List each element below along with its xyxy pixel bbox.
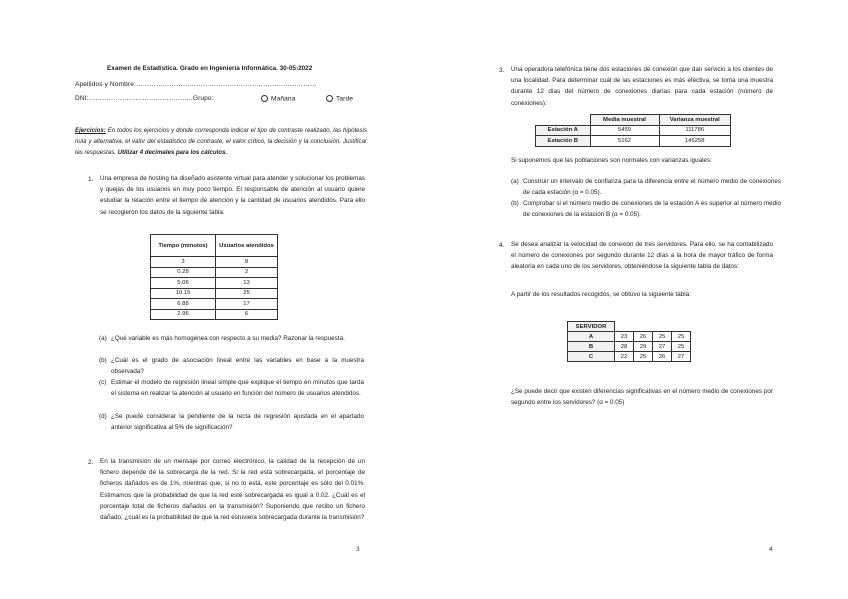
ex4-text: Se desea analizar la velocidad de conexión de tres servidores. Para ello, se ha contabilizado el número de conexiones por segundo durante 12 días a la hora de mayor tráfico de forma aleatoria en cada uno de los servidores, obteniéndose la siguiente tabla de datos: — [511, 241, 773, 271]
table-cell: 27 — [653, 342, 672, 352]
ex4-row-label-c: C — [568, 352, 615, 362]
ex4-row-label-a: A — [568, 332, 615, 342]
table-cell — [536, 115, 591, 126]
group-morning-label: Mañana — [271, 95, 296, 103]
ex3-q-b: Comprobar si el número medio de conexiones de la estación A es superior al número medio de conexiones de la estación B (α = 0.05). — [523, 200, 781, 219]
table-cell: 26 — [653, 352, 672, 362]
ex2-text: En la transmisión de un mensaje por correo electrónico, la calidad de la recepción de un fichero depende de la sobrecarga de la red. Si la red está sobrecargada, el porcentaje de ficheros dañados es de 1%, mientras que, si no lo está, este porcentaje es sólo del 0.01%. Estimamos que la probabilidad de que la red esté sobrecargada es igual a 0.02. ¿Cuál es el porcentaje total de ficheros dañados en la transmisión? Suponiendo que recibo un fichero dañado, ¿cuál es la probabilidad de que la red estuviera sobrecargada durante la transmisión? — [100, 458, 365, 522]
instructions — [75, 125, 367, 158]
ex1-table — [150, 234, 278, 320]
table-cell: 25 — [672, 332, 691, 342]
ex3-q-a-label: (a) — [511, 178, 519, 185]
instructions-text: En todos los ejercicios y donde corresponda indicar el tipo de contraste realizado, las hipótesis nula y alternativa, el valor del estadístico de contraste, el valor crítico, la decisión y la conclusión. Justificar las respuestas. — [75, 127, 367, 156]
radio-morning[interactable] — [261, 95, 268, 102]
table-cell: 145258 — [659, 136, 731, 147]
table-cell: 2.96 — [151, 309, 216, 320]
table-cell: 6.88 — [151, 299, 216, 310]
ex3-text: Una operadora telefónica tiene dos estaciones de conexión que dan servicio a los clientes de una localidad. Para determinar cuál de las estaciones es más efectiva, se toma una muestra durante 12 días del número de conexiones diarias para cada estación (número de conexiones): — [511, 66, 773, 107]
ex1-header-users: Usuarios atendidos — [216, 235, 278, 257]
table-cell: 13 — [216, 278, 278, 289]
ex3-number: 3. — [499, 67, 505, 74]
right-page — [424, 0, 848, 599]
page-number-3: 3 — [356, 546, 360, 553]
ex3-table — [535, 114, 731, 147]
table-cell: 23 — [615, 332, 634, 342]
name-line: Apellidos y Nombre:……………………………………………………………………… — [75, 81, 317, 88]
group-afternoon-label: Tarde — [336, 95, 353, 103]
table-cell: 10.15 — [151, 288, 216, 299]
table-cell: 17 — [216, 299, 278, 310]
table-cell: 3 — [151, 257, 216, 268]
ex4-table — [567, 321, 691, 362]
ex1-q-c-label: (c) — [99, 379, 107, 386]
group-morning-option[interactable] — [261, 95, 295, 102]
ex4-row-label-b: B — [568, 342, 615, 352]
table-cell: 5162 — [590, 136, 659, 147]
ex4-number: 4. — [499, 242, 505, 249]
radio-afternoon[interactable] — [326, 95, 333, 102]
ex1-q-d: ¿Se puede considerar la pendiente de la recta de regresión ajustada en el apartado anterior significativa al 5% de significación? — [111, 413, 364, 432]
ex3-row-label-b: Estación B — [536, 136, 591, 147]
table-cell: 6 — [216, 309, 278, 320]
ex1-q-a: ¿Qué variable es más homogénea con respecto a su media? Razonar la respuesta. — [111, 335, 345, 342]
table-cell: 111786 — [659, 125, 731, 136]
ex3-row-label-a: Estación A — [536, 125, 591, 136]
table-cell: 29 — [634, 342, 653, 352]
dni-line — [75, 95, 214, 102]
table-cell: 2 — [216, 267, 278, 278]
ex3-header-mean: Media muestral — [590, 115, 659, 126]
ex4-header-server: SERVIDOR — [568, 322, 615, 332]
ex4-text2: A partir de los resultados recogidos, se obtuvo la siguiente tabla: — [511, 291, 691, 298]
ex1-number: 1. — [88, 176, 94, 183]
ex1-q-b-label: (b) — [99, 357, 107, 364]
page-number-4: 4 — [769, 546, 773, 553]
ex3-assumption: Si suponemos que las poblaciones son normales con varianzas iguales: — [511, 157, 712, 164]
table-cell: 27 — [672, 352, 691, 362]
table-cell: 5459 — [590, 125, 659, 136]
instructions-emphasis: Utilizar 4 decimales para los cálculos. — [117, 149, 228, 156]
table-cell: 25 — [216, 288, 278, 299]
group-afternoon-option[interactable] — [326, 95, 353, 102]
ex3-q-b-label: (b) — [511, 200, 519, 207]
table-cell: 22 — [615, 352, 634, 362]
table-cell: 25 — [672, 342, 691, 352]
dni-label: DNI:………………………………………..Grupo: — [75, 95, 214, 102]
table-cell: 28 — [615, 342, 634, 352]
ex4-header-blank — [615, 322, 691, 332]
table-cell: 26 — [634, 332, 653, 342]
ex1-q-a-label: (a) — [99, 335, 107, 342]
instructions-label: Ejercicios: — [75, 127, 106, 134]
ex1-q-c: Estimar el modelo de regresión lineal simple que explique el tiempo en minutos que tarda el sistema en realizar la atención al usuario en función del número de usuarios atendidos. — [111, 379, 364, 398]
ex1-q-d-label: (d) — [99, 413, 107, 420]
table-cell: 8 — [216, 257, 278, 268]
table-cell: 0.28 — [151, 267, 216, 278]
table-cell: 5.06 — [151, 278, 216, 289]
ex3-header-variance: Varianza muestral — [659, 115, 731, 126]
ex2-number: 2. — [88, 459, 94, 466]
ex3-q-a: Construir un intervalo de confianza para la diferencia entre el número medio de conexiones de cada estación (α = 0.05). — [523, 178, 781, 197]
ex1-q-b: ¿Cuál es el grado de asociación lineal entre las variables en base a la muestra observada? — [111, 357, 364, 376]
ex4-question: ¿Se puede decir que existen diferencias significativas en el número medio de conexiones por segundo entre los servidores? (α = 0.05) — [511, 388, 773, 407]
exam-title: Examen de Estadística. Grado en Ingeniería Informática. 30-05-2022 — [107, 65, 313, 72]
table-cell: 25 — [653, 332, 672, 342]
ex1-text: Una empresa de hosting ha diseñado asistente virtual para atender y solucionar los problemas y quejas de los usuarios en muy poco tiempo. El responsable de atención al usuario quiere estudiar la relación entre el tiempo de atención y la cantidad de usuarios atendidos. Para ello se recogieron los datos de la siguiente tabla: — [100, 175, 365, 216]
ex1-header-time: Tiempo (minutos) — [151, 235, 216, 257]
table-cell: 25 — [634, 352, 653, 362]
